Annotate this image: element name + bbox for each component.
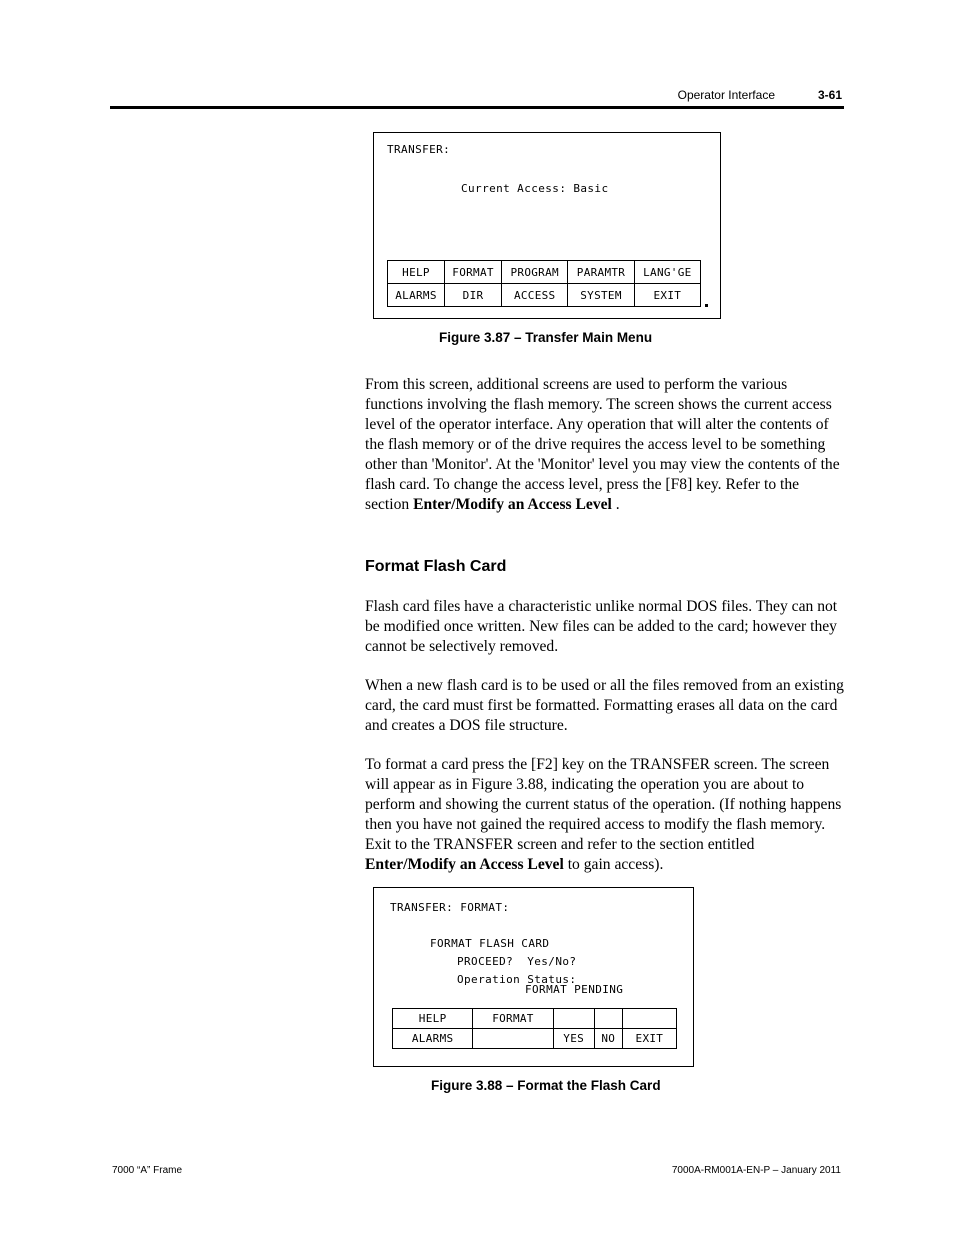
lcd-proceed-line: PROCEED? Yes/No? [457,955,577,968]
header-section-title: Operator Interface [677,88,775,102]
lcd-title: TRANSFER: FORMAT: [390,901,510,914]
paragraph-format-text: To format a card press the [F2] key on the TRANSFER screen. The screen will appear as in Figure 3.88, indicating the operation you are about to perform and showing the current status of the operation. (If nothing happens then you have not gained the required access to modify the flash memory. Exit to the TRANSFER screen and refer to the section entitled [365,756,842,853]
footer-product: 7000 “A” Frame [112,1165,183,1176]
key-exit: EXIT [622,1029,676,1049]
key-alarms: ALARMS [388,284,445,307]
header-page-number: 3-61 [817,88,842,102]
lcd-access-line: Current Access: Basic [461,182,609,195]
lcd-dot [705,304,708,307]
key-help: HELP [393,1009,473,1029]
link-access-level-2: Enter/Modify an Access Level [365,856,564,873]
paragraph-format-tail: to gain access). [563,856,664,873]
function-key-grid [392,1008,677,1049]
key-alarms: ALARMS [393,1029,473,1049]
key-program: PROGRAM [502,261,568,284]
key-access: ACCESS [502,284,568,307]
lcd-status-value: FORMAT PENDING [525,983,624,996]
key-blank [594,1009,622,1029]
key-language: LANG'GE [634,261,700,284]
paragraph-new-card: When a new flash card is to be used or all the files removed from an existing card, the card must first be formatted. Formatting erases all data on the card and creates a DOS file structure. [365,677,844,734]
key-no: NO [594,1029,622,1049]
key-blank [553,1009,594,1029]
lcd-status-label: Operation Status: [457,973,577,986]
key-format: FORMAT [473,1009,553,1029]
lcd-title: TRANSFER: [387,143,451,156]
figure-transfer-main-menu [373,132,721,319]
header-rule [110,106,844,109]
figure-3-87-caption: Figure 3.87 – Transfer Main Menu [439,330,653,345]
paragraph-intro [365,375,845,515]
figure-format-flash-card [373,887,694,1067]
key-help: HELP [388,261,445,284]
figure-3-88-caption: Figure 3.88 – Format the Flash Card [431,1078,661,1093]
key-dir: DIR [445,284,502,307]
section-heading: Format Flash Card [365,558,507,575]
paragraph-intro-tail: . [611,496,620,513]
key-yes: YES [553,1029,594,1049]
function-key-grid [387,260,701,307]
footer-doc-id: 7000A-RM001A-EN-P – January 2011 [671,1165,841,1176]
key-format: FORMAT [445,261,502,284]
key-paramtr: PARAMTR [568,261,634,284]
key-blank [473,1029,553,1049]
key-exit: EXIT [634,284,700,307]
key-system: SYSTEM [568,284,634,307]
paragraph-flash-files: Flash card files have a characteristic unlike normal DOS files. They can not be modified once written. New files can be added to the card; however they cannot be selectively removed. [365,598,838,655]
paragraph-format-steps [365,755,845,875]
link-access-level: Enter/Modify an Access Level [413,496,612,513]
key-blank [622,1009,676,1029]
paragraph-intro-text: From this screen, additional screens are used to perform the various functions involving the flash memory. The screen shows the current access level of the operator interface. Any operation that will alter the contents of the flash memory or of the drive requires the access level to be something other than 'Monitor'. At the 'Monitor' level you may view the contents of the flash card. To change the access level, press the [F8] key. Refer to the section [365,376,840,513]
lcd-format-line: FORMAT FLASH CARD [430,937,550,950]
